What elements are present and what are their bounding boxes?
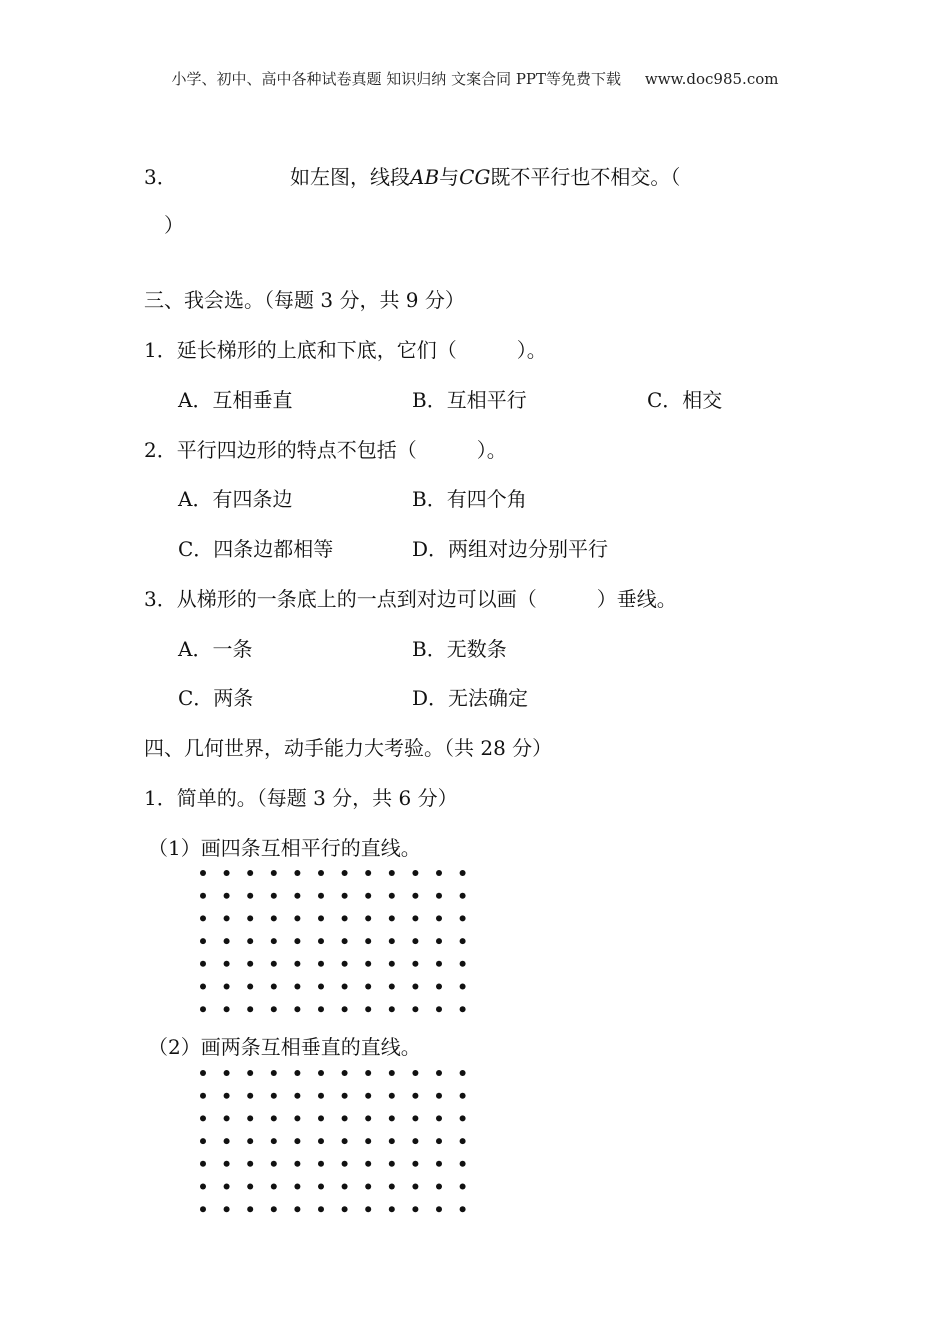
grid-dot[interactable] — [247, 1070, 253, 1076]
grid-dot[interactable] — [294, 1093, 300, 1099]
grid-dot[interactable] — [294, 1006, 300, 1012]
grid-dot[interactable] — [389, 915, 395, 921]
grid-dot[interactable] — [342, 961, 348, 967]
grid-dot[interactable] — [436, 1006, 442, 1012]
grid-dot[interactable] — [271, 1093, 277, 1099]
grid-dot[interactable] — [224, 1115, 230, 1121]
grid-dot[interactable] — [294, 1138, 300, 1144]
grid-dot[interactable] — [247, 1093, 253, 1099]
s3-q3-stem: 3．从梯形的一条底上的一点到对边可以画（ ）垂线。 — [144, 587, 677, 611]
grid-dot[interactable] — [247, 1115, 253, 1121]
grid-dot[interactable] — [460, 893, 466, 899]
grid-dot[interactable] — [460, 1161, 466, 1167]
grid-dot[interactable] — [271, 1115, 277, 1121]
grid-dot[interactable] — [200, 1161, 206, 1167]
s3-q3-option-a: A．一条 — [178, 637, 253, 661]
grid-dot[interactable] — [294, 938, 300, 944]
grid-dot[interactable] — [412, 893, 418, 899]
grid-dot[interactable] — [247, 1206, 253, 1212]
grid-dot[interactable] — [224, 1093, 230, 1099]
grid-dot[interactable] — [247, 1006, 253, 1012]
s3-q2-option-a: A．有四条边 — [178, 487, 293, 511]
grid-dot[interactable] — [200, 961, 206, 967]
grid-dot[interactable] — [412, 915, 418, 921]
grid-dot[interactable] — [389, 1070, 395, 1076]
dot-grid-parallel[interactable] — [190, 860, 490, 1020]
s3-q3-option-c: C．两条 — [178, 686, 254, 710]
grid-dot[interactable] — [342, 1115, 348, 1121]
s3-q1-option-a: A．互相垂直 — [178, 388, 293, 412]
grid-dot[interactable] — [200, 1093, 206, 1099]
grid-dot[interactable] — [318, 1184, 324, 1190]
grid-dot[interactable] — [365, 1161, 371, 1167]
grid-dot[interactable] — [294, 961, 300, 967]
grid-dot[interactable] — [389, 938, 395, 944]
grid-dot[interactable] — [342, 915, 348, 921]
grid-dot[interactable] — [294, 870, 300, 876]
grid-dot[interactable] — [224, 893, 230, 899]
grid-dot[interactable] — [271, 870, 277, 876]
grid-dot[interactable] — [342, 1206, 348, 1212]
grid-dot[interactable] — [271, 915, 277, 921]
grid-dot[interactable] — [247, 938, 253, 944]
section4-title: 四、几何世界，动手能力大考验。（共 28 分） — [144, 736, 553, 760]
section3-title: 三、我会选。（每题 3 分，共 9 分） — [144, 288, 465, 312]
grid-dot[interactable] — [318, 915, 324, 921]
grid-dot[interactable] — [224, 915, 230, 921]
grid-dot[interactable] — [342, 1093, 348, 1099]
grid-dot[interactable] — [342, 1006, 348, 1012]
grid-dot[interactable] — [389, 893, 395, 899]
grid-dot[interactable] — [271, 1070, 277, 1076]
grid-dot[interactable] — [460, 915, 466, 921]
s3-q2-option-d: D．两组对边分别平行 — [412, 537, 609, 561]
s4-sub1: 1．简单的。（每题 3 分，共 6 分） — [144, 786, 458, 810]
grid-dot[interactable] — [412, 961, 418, 967]
grid-dot[interactable] — [271, 1161, 277, 1167]
grid-dot[interactable] — [224, 938, 230, 944]
grid-dot[interactable] — [412, 1206, 418, 1212]
grid-dot[interactable] — [412, 1138, 418, 1144]
grid-dot[interactable] — [436, 938, 442, 944]
grid-dot[interactable] — [318, 984, 324, 990]
grid-dot[interactable] — [365, 893, 371, 899]
grid-dot[interactable] — [271, 1138, 277, 1144]
grid-dot[interactable] — [318, 1206, 324, 1212]
grid-dot[interactable] — [365, 1006, 371, 1012]
grid-dot[interactable] — [271, 938, 277, 944]
grid-dot[interactable] — [342, 1184, 348, 1190]
grid-dot[interactable] — [247, 1161, 253, 1167]
judge-q3-number: 3． — [144, 165, 177, 189]
grid-dot[interactable] — [436, 984, 442, 990]
grid-dot[interactable] — [200, 938, 206, 944]
s4-part2: （2）画两条互相垂直的直线。 — [148, 1035, 421, 1059]
page-header — [0, 68, 950, 89]
grid-dot[interactable] — [318, 893, 324, 899]
grid-dot[interactable] — [247, 1138, 253, 1144]
grid-dot[interactable] — [436, 1206, 442, 1212]
s3-q1-stem: 1．延长梯形的上底和下底，它们（ ）。 — [144, 338, 547, 362]
judge-q3-suffix: 既不平行也不相交。（ — [490, 165, 681, 189]
segment-ab: AB — [410, 165, 440, 189]
grid-dot[interactable] — [200, 1006, 206, 1012]
grid-dot[interactable] — [318, 1161, 324, 1167]
grid-dot[interactable] — [460, 1093, 466, 1099]
grid-dot[interactable] — [412, 1161, 418, 1167]
grid-dot[interactable] — [224, 1184, 230, 1190]
grid-dot[interactable] — [318, 1115, 324, 1121]
grid-dot[interactable] — [224, 984, 230, 990]
grid-dot[interactable] — [436, 1070, 442, 1076]
grid-dot[interactable] — [318, 1093, 324, 1099]
grid-dot[interactable] — [342, 1161, 348, 1167]
grid-dot[interactable] — [200, 1138, 206, 1144]
grid-dot[interactable] — [389, 1115, 395, 1121]
grid-dot[interactable] — [460, 938, 466, 944]
grid-dot[interactable] — [436, 893, 442, 899]
grid-dot[interactable] — [365, 984, 371, 990]
judge-q3-text — [290, 164, 680, 190]
grid-dot[interactable] — [365, 870, 371, 876]
grid-dot[interactable] — [460, 1070, 466, 1076]
grid-dot[interactable] — [436, 915, 442, 921]
grid-dot[interactable] — [318, 870, 324, 876]
s3-q2-stem: 2．平行四边形的特点不包括（ ）。 — [144, 438, 507, 462]
grid-dot[interactable] — [200, 1184, 206, 1190]
grid-dot[interactable] — [412, 1093, 418, 1099]
grid-dot[interactable] — [412, 938, 418, 944]
grid-dot[interactable] — [436, 1184, 442, 1190]
grid-dot[interactable] — [200, 1115, 206, 1121]
grid-dot[interactable] — [460, 870, 466, 876]
grid-dot[interactable] — [342, 984, 348, 990]
grid-dot[interactable] — [342, 1070, 348, 1076]
grid-dot[interactable] — [294, 1115, 300, 1121]
grid-dot[interactable] — [342, 938, 348, 944]
grid-dot[interactable] — [271, 1006, 277, 1012]
grid-dot[interactable] — [412, 1184, 418, 1190]
grid-dot[interactable] — [412, 984, 418, 990]
grid-dot[interactable] — [294, 915, 300, 921]
grid-dot[interactable] — [318, 1006, 324, 1012]
s3-q2-option-b: B．有四个角 — [412, 487, 527, 511]
grid-dot[interactable] — [294, 893, 300, 899]
grid-dot[interactable] — [318, 1138, 324, 1144]
grid-dot[interactable] — [365, 938, 371, 944]
grid-dot[interactable] — [436, 1115, 442, 1121]
grid-dot[interactable] — [294, 984, 300, 990]
grid-dot[interactable] — [247, 893, 253, 899]
s3-q1-option-b: B．互相平行 — [412, 388, 527, 412]
grid-dot[interactable] — [436, 961, 442, 967]
grid-dot[interactable] — [436, 1161, 442, 1167]
grid-dot[interactable] — [365, 1070, 371, 1076]
s3-q3-option-d: D．无法确定 — [412, 686, 529, 710]
grid-dot[interactable] — [224, 961, 230, 967]
grid-dot[interactable] — [294, 1070, 300, 1076]
grid-dot[interactable] — [436, 1138, 442, 1144]
s4-part1: （1）画四条互相平行的直线。 — [148, 836, 421, 860]
grid-dot[interactable] — [365, 915, 371, 921]
grid-dot[interactable] — [294, 1161, 300, 1167]
grid-dot[interactable] — [365, 1115, 371, 1121]
grid-dot[interactable] — [365, 1184, 371, 1190]
grid-dot[interactable] — [247, 1184, 253, 1190]
grid-dot[interactable] — [294, 1206, 300, 1212]
grid-dot[interactable] — [224, 1206, 230, 1212]
grid-dot[interactable] — [389, 1161, 395, 1167]
grid-dot[interactable] — [412, 1070, 418, 1076]
grid-dot[interactable] — [460, 1115, 466, 1121]
grid-dot[interactable] — [271, 1184, 277, 1190]
grid-dot[interactable] — [412, 1006, 418, 1012]
grid-dot[interactable] — [294, 1184, 300, 1190]
grid-dot[interactable] — [200, 870, 206, 876]
grid-dot[interactable] — [436, 1093, 442, 1099]
header-text: 小学、初中、高中各种试卷真题 知识归纳 文案合同 PPT等免费下载 — [171, 70, 622, 88]
grid-dot[interactable] — [224, 870, 230, 876]
judge-q3-prefix: 如左图，线段 — [290, 165, 410, 189]
grid-dot[interactable] — [271, 893, 277, 899]
grid-dot[interactable] — [271, 961, 277, 967]
grid-dot[interactable] — [318, 938, 324, 944]
judge-q3-mid: 与 — [439, 165, 460, 189]
grid-dot[interactable] — [342, 870, 348, 876]
s3-q1-option-c: C．相交 — [647, 388, 723, 412]
grid-dot[interactable] — [460, 961, 466, 967]
grid-dot[interactable] — [389, 961, 395, 967]
grid-dot[interactable] — [271, 984, 277, 990]
grid-dot[interactable] — [224, 1161, 230, 1167]
grid-dot[interactable] — [460, 984, 466, 990]
grid-dot[interactable] — [389, 1184, 395, 1190]
grid-dot[interactable] — [365, 1138, 371, 1144]
grid-dot[interactable] — [224, 1138, 230, 1144]
grid-dot[interactable] — [342, 893, 348, 899]
grid-dot[interactable] — [412, 1115, 418, 1121]
grid-dot[interactable] — [247, 984, 253, 990]
grid-dot[interactable] — [318, 961, 324, 967]
grid-dot[interactable] — [460, 1184, 466, 1190]
grid-dot[interactable] — [389, 870, 395, 876]
judge-q3-close: ） — [164, 213, 184, 237]
grid-dot[interactable] — [389, 1093, 395, 1099]
s3-q3-option-b: B．无数条 — [412, 637, 507, 661]
s3-q2-option-c: C．四条边都相等 — [178, 537, 334, 561]
grid-dot[interactable] — [365, 961, 371, 967]
grid-dot[interactable] — [460, 1006, 466, 1012]
grid-dot[interactable] — [342, 1138, 348, 1144]
grid-dot[interactable] — [200, 1206, 206, 1212]
grid-dot[interactable] — [271, 1206, 277, 1212]
grid-dot[interactable] — [200, 893, 206, 899]
grid-dot[interactable] — [412, 870, 418, 876]
grid-dot[interactable] — [389, 1138, 395, 1144]
grid-dot[interactable] — [365, 1093, 371, 1099]
grid-dot[interactable] — [389, 984, 395, 990]
grid-dot[interactable] — [224, 1070, 230, 1076]
grid-dot[interactable] — [460, 1138, 466, 1144]
grid-dot[interactable] — [200, 984, 206, 990]
grid-dot[interactable] — [460, 1206, 466, 1212]
grid-dot[interactable] — [436, 870, 442, 876]
grid-dot[interactable] — [365, 1206, 371, 1212]
grid-dot[interactable] — [200, 1070, 206, 1076]
grid-dot[interactable] — [318, 1070, 324, 1076]
segment-cg: CG — [459, 165, 491, 189]
grid-dot[interactable] — [224, 1006, 230, 1012]
grid-dot[interactable] — [247, 870, 253, 876]
grid-dot[interactable] — [389, 1206, 395, 1212]
grid-dot[interactable] — [247, 961, 253, 967]
header-site: www.doc985.com — [644, 70, 779, 88]
grid-dot[interactable] — [247, 915, 253, 921]
dot-grid-perpendicular[interactable] — [190, 1060, 490, 1220]
grid-dot[interactable] — [389, 1006, 395, 1012]
grid-dot[interactable] — [200, 915, 206, 921]
